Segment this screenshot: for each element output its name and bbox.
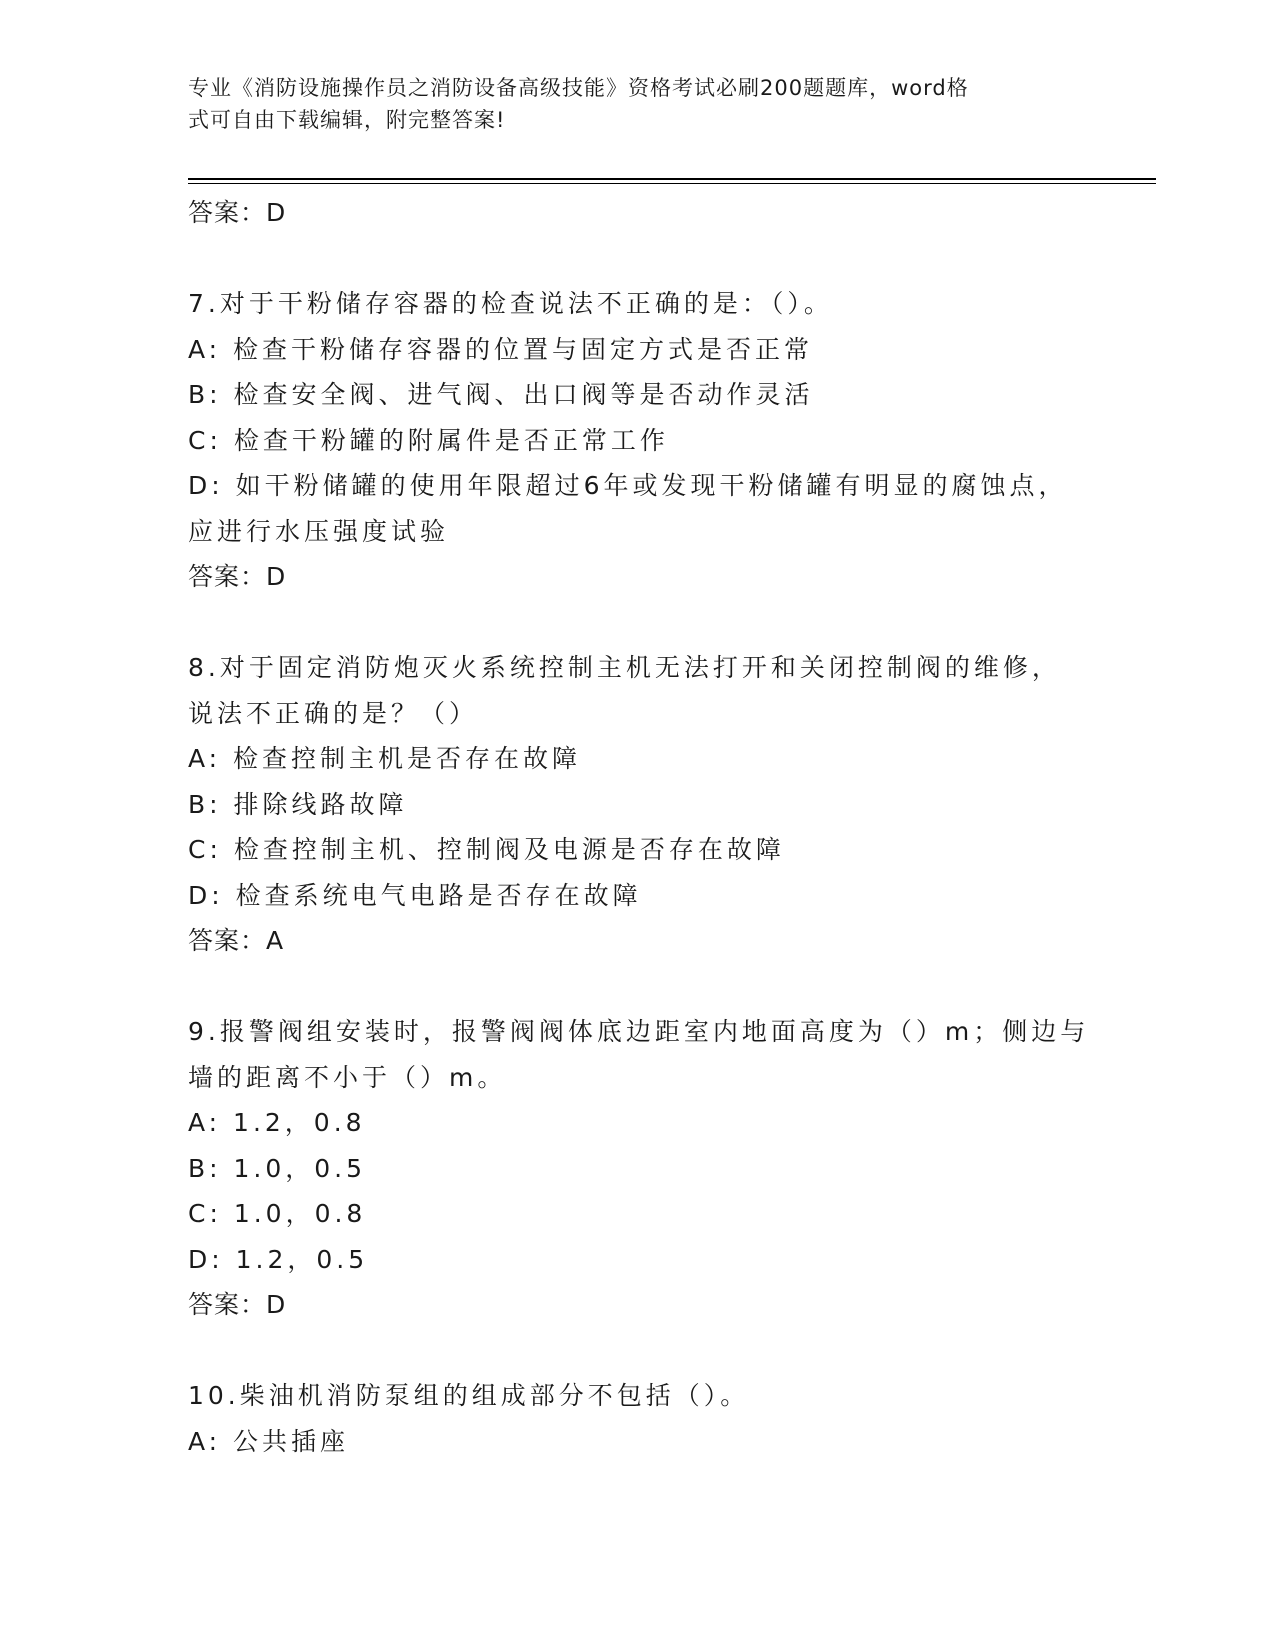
option-c: C: 检查控制主机、控制阀及电源是否存在故障 bbox=[188, 835, 785, 864]
spacer bbox=[188, 236, 1108, 282]
option-a: A: 1.2，0.8 bbox=[188, 1108, 366, 1137]
header-title-line-2: 式可自由下载编辑，附完整答案! bbox=[188, 108, 506, 132]
question-7 bbox=[188, 281, 1108, 600]
option-c: C: 检查干粉罐的附属件是否正常工作 bbox=[188, 425, 669, 455]
answer: 答案：D bbox=[188, 1290, 287, 1319]
answer-q6: 答案：D bbox=[188, 198, 287, 227]
question-8 bbox=[188, 645, 1108, 964]
answer: 答案：D bbox=[188, 562, 287, 591]
question-9 bbox=[188, 1009, 1108, 1328]
question-stem: 8.对于固定消防炮灭火系统控制主机无法打开和关闭控制阀的维修， bbox=[188, 653, 1061, 682]
option-a: A: 检查干粉储存容器的位置与固定方式是否正常 bbox=[188, 334, 814, 364]
header-divider-thin bbox=[188, 183, 1156, 184]
question-stem-continued: 说法不正确的是？（） bbox=[188, 698, 479, 728]
option-d: D: 检查系统电气电路是否存在故障 bbox=[188, 880, 642, 910]
option-a: A: 公共插座 bbox=[188, 1426, 350, 1456]
document-header bbox=[188, 72, 1088, 136]
question-10 bbox=[188, 1373, 1108, 1464]
option-a: A: 检查控制主机是否存在故障 bbox=[188, 744, 582, 773]
header-divider-thick bbox=[188, 178, 1156, 180]
question-stem: 10.柴油机消防泵组的组成部分不包括（）。 bbox=[188, 1381, 750, 1410]
question-stem-continued: 墙的距离不小于（）m。 bbox=[188, 1062, 507, 1092]
option-b: B: 1.0，0.5 bbox=[188, 1153, 367, 1183]
option-d: D: 如干粉储罐的使用年限超过6年或发现干粉储罐有明显的腐蚀点， bbox=[188, 471, 1068, 500]
option-b: B: 排除线路故障 bbox=[188, 789, 408, 819]
question-stem: 7.对于干粉储存容器的检查说法不正确的是：（）。 bbox=[188, 289, 833, 318]
spacer bbox=[188, 1328, 1108, 1374]
spacer bbox=[188, 964, 1108, 1010]
question-stem: 9.报警阀组安装时，报警阀阀体底边距室内地面高度为（）m；侧边与 bbox=[188, 1017, 1090, 1046]
spacer bbox=[188, 600, 1108, 646]
option-d-continued: 应进行水压强度试验 bbox=[188, 516, 450, 546]
question-list bbox=[188, 190, 1108, 1464]
answer: 答案：A bbox=[188, 926, 285, 955]
option-d: D: 1.2，0.5 bbox=[188, 1244, 369, 1274]
header-title-line-1: 专业《消防设施操作员之消防设备高级技能》资格考试必刷200题题库，word格 bbox=[188, 76, 969, 100]
option-c: C: 1.0，0.8 bbox=[188, 1199, 367, 1228]
option-b: B: 检查安全阀、进气阀、出口阀等是否动作灵活 bbox=[188, 380, 814, 409]
